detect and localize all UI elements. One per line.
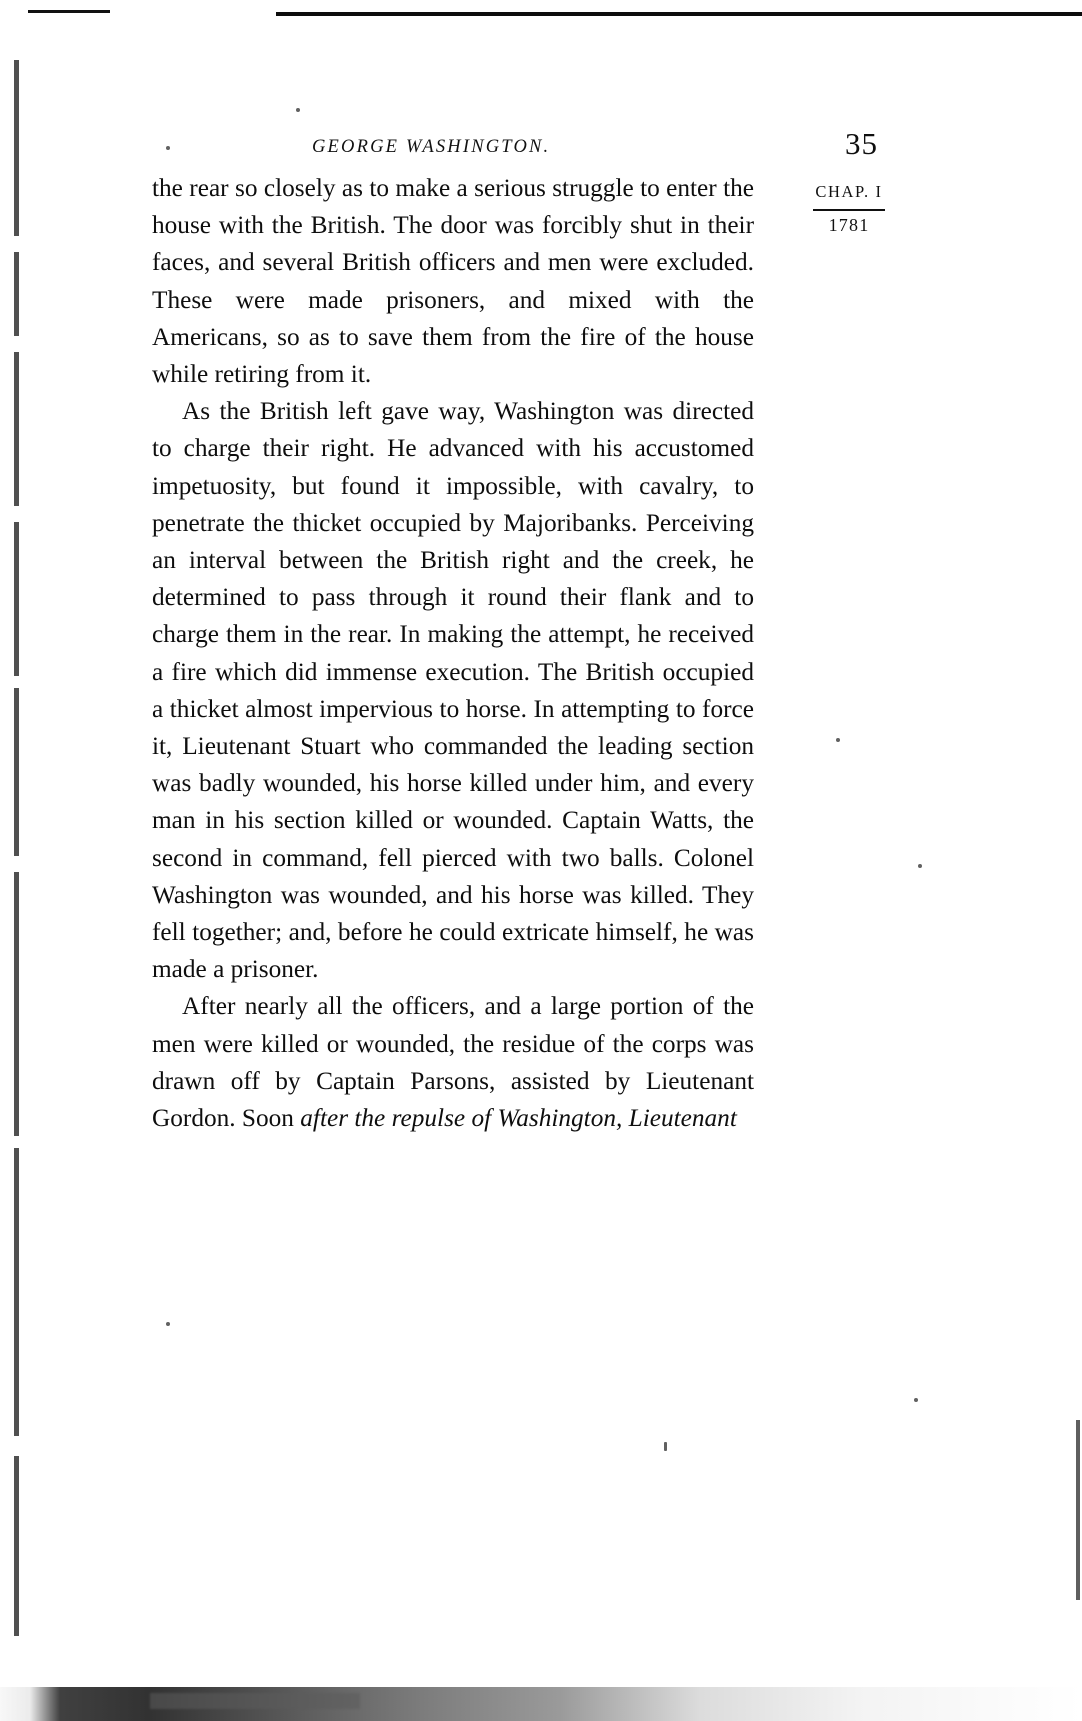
paragraph: As the British left gave way, Washington was directed to charge their right. He advanced with his accustomed impetuosity, but found it impossible, with cavalry, to penetrate the thicket occupied by Majoribanks. Perceiving an interval between the British right and the creek, he determined to pass through it round their flank and to charge them in the rear. In making the attempt, he received a fire which did immense execution. The British occupied a thicket almost impervious to horse. In attempting to force it, Lieutenant Stuart who commanded the leading section was badly wounded, his horse killed under him, and every man in his section killed or wounded. Captain Watts, the second in command, fell pierced with two balls. Colonel Washington was wounded, and his horse was killed. They fell together; and, before he could extricate himself, he was made a prisoner. <box>152 397 754 984</box>
scan-speck <box>166 146 170 150</box>
paragraph-text: After nearly all the officers, and a large portion of the men were killed or wounded, the residue of the corps was drawn off by Captain Parsons, assisted by Lieutenant Gordon. Soon <box>152 992 754 1133</box>
scan-speck <box>918 864 922 868</box>
page-edge-artifact-left <box>14 36 19 1636</box>
paragraph: the rear so closely as to make a serious struggle to enter the house with the British. The door was forcibly shut in their faces, and several British officers and men were excluded. These were made prisoners, and mixed with the Americans, so as to save them from the fire of the house while retiring from it. <box>152 174 754 389</box>
body-text-column <box>152 170 754 1137</box>
marginal-note <box>786 182 912 236</box>
scan-speck <box>914 1398 918 1402</box>
page-edge-artifact-top-left <box>28 10 110 13</box>
sidenote-divider <box>813 209 885 211</box>
scan-speck <box>836 738 840 742</box>
chapter-label: CHAP. I <box>815 182 883 201</box>
page-edge-artifact-bottom-smudge <box>150 1693 360 1709</box>
page-edge-artifact-top-rule <box>276 12 1082 16</box>
scan-speck <box>296 108 300 112</box>
page-number: 35 <box>845 126 878 161</box>
page-edge-artifact-right <box>1076 1420 1080 1600</box>
running-head: GEORGE WASHINGTON. <box>312 137 551 157</box>
paragraph-catchword-italic: after the repulse of Washington, Lieutenant <box>300 1104 737 1133</box>
scan-speck <box>664 1442 667 1451</box>
scan-speck <box>166 1322 170 1326</box>
paragraph <box>152 988 754 1137</box>
year-label: 1781 <box>828 215 870 235</box>
